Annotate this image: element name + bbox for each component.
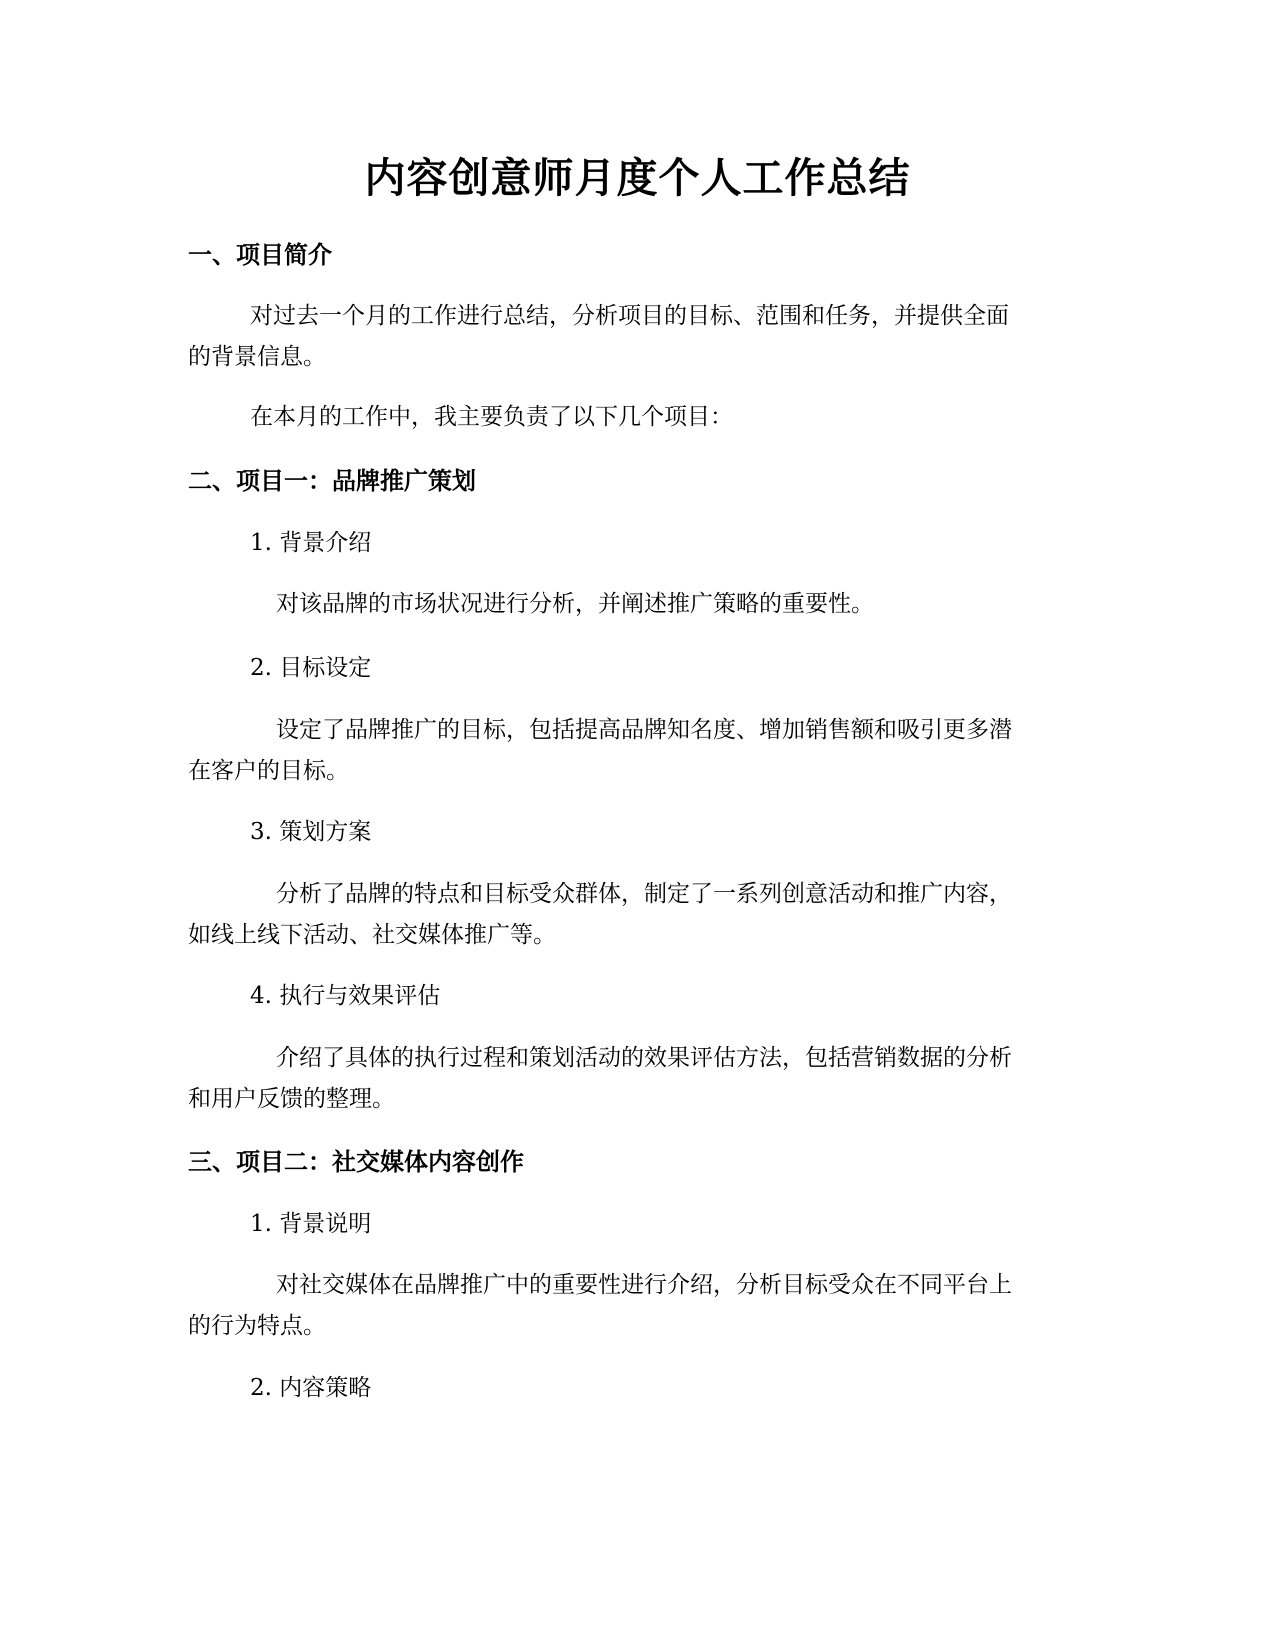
paragraph-line: 在客户的目标。 bbox=[188, 758, 349, 784]
paragraph-line: 对该品牌的市场状况进行分析，并阐述推广策略的重要性。 bbox=[276, 591, 874, 617]
list-item-body bbox=[188, 1265, 1078, 1347]
paragraph-line: 分析了品牌的特点和目标受众群体，制定了一系列创意活动和推广内容， bbox=[276, 881, 1012, 907]
list-item-label: 4. 执行与效果评估 bbox=[250, 983, 441, 1009]
list-item-label: 2. 目标设定 bbox=[250, 655, 372, 681]
paragraph-line: 介绍了具体的执行过程和策划活动的效果评估方法，包括营销数据的分析 bbox=[276, 1045, 1012, 1071]
document-title: 内容创意师月度个人工作总结 bbox=[364, 154, 911, 202]
list-item-label: 1. 背景说明 bbox=[250, 1211, 372, 1237]
paragraph-line: 设定了品牌推广的目标，包括提高品牌知名度、增加销售额和吸引更多潜 bbox=[276, 717, 1012, 743]
paragraph-intro-projects bbox=[188, 397, 1078, 438]
list-item-body bbox=[188, 874, 1078, 956]
paragraph-line: 的行为特点。 bbox=[188, 1313, 326, 1339]
section-heading-project-two: 三、项目二：社交媒体内容创作 bbox=[188, 1148, 524, 1176]
paragraph-line: 和用户反馈的整理。 bbox=[188, 1086, 395, 1112]
paragraph-line: 的背景信息。 bbox=[188, 344, 326, 370]
list-item-label: 1. 背景介绍 bbox=[250, 530, 372, 556]
list-item-body bbox=[188, 710, 1078, 792]
paragraph-intro-summary bbox=[188, 296, 1078, 378]
section-heading-intro: 一、项目简介 bbox=[188, 241, 332, 269]
list-item-body bbox=[188, 1038, 1078, 1120]
paragraph-line: 对过去一个月的工作进行总结，分析项目的目标、范围和任务，并提供全面 bbox=[250, 303, 1009, 329]
section-heading-project-one: 二、项目一：品牌推广策划 bbox=[188, 467, 476, 495]
paragraph-line: 对社交媒体在品牌推广中的重要性进行介绍，分析目标受众在不同平台上 bbox=[276, 1272, 1012, 1298]
list-item-label: 2. 内容策略 bbox=[250, 1375, 372, 1401]
list-item-body bbox=[188, 584, 1078, 625]
paragraph-line: 在本月的工作中，我主要负责了以下几个项目： bbox=[250, 404, 733, 430]
list-item-label: 3. 策划方案 bbox=[250, 819, 372, 845]
paragraph-line: 如线上线下活动、社交媒体推广等。 bbox=[188, 922, 556, 948]
